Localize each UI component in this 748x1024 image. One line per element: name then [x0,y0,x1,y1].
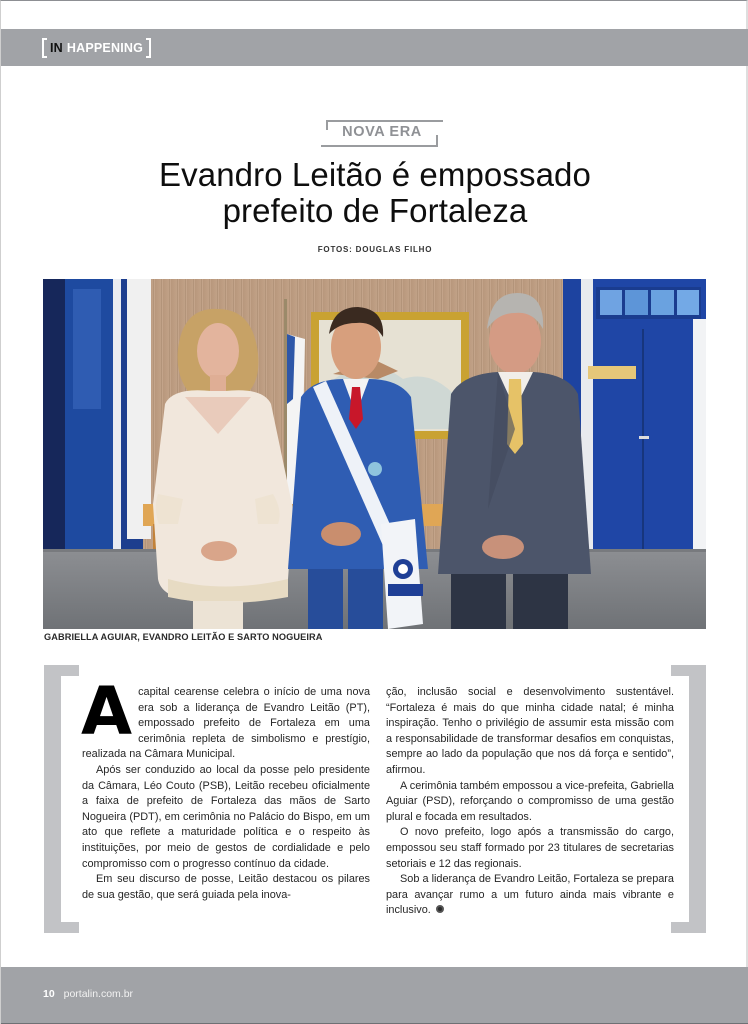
section-prefix: IN [50,41,63,55]
headline-line-1: Evandro Leitão é empossado [159,156,591,193]
paragraph-2: Após ser conduzido ao local da posse pelo presidente da Câmara, Léo Couto (PSB), Leitão recebeu oficialmente a faixa de prefeito de Fortaleza das mãos de Sarto Nogueira (PDT), em cerimônia no Palácio do Bispo, em um ato que reflete a maturidade política e o respeito às instituições, por meio de gestos de cordialidade e pelo compromisso com o progresso contínuo da cidade. [82,763,370,870]
kicker [321,120,443,148]
bracket-left-decoration [44,665,61,933]
bracket-right-decoration [689,665,706,933]
bracket-right-bottom [671,922,706,933]
paragraph-3: Em seu discurso de posse, Leitão destacou os pilares de sua gestão, que será guiada pela inova- [82,873,370,901]
paragraph-3-continued: ção, inclusão social e desenvolvimento sustentável. “Fortaleza é mais do que minha cidade natal; é minha inspiração. Tenho o privilégio de assumir esta missão com a responsabilidade de transformar desafios em conquistas, sempre ao lado da população que nos dá força e sentido”, afirmou. [386,686,674,776]
photo-caption: GABRIELLA AGUIAR, EVANDRO LEITÃO E SARTO NOGUEIRA [44,632,323,642]
photo-illustration [43,279,706,629]
bracket-right-top [671,665,706,676]
photo-credit: FOTOS: DOUGLAS FILHO [317,245,433,254]
body-column-left [81,673,370,903]
kicker-rule-top [326,120,443,122]
page-number: 10 [43,988,55,1000]
footer-band [1,967,748,1024]
section-tag [42,38,151,58]
drop-cap: A [81,673,133,750]
article-photo [43,279,706,629]
headline-line-2: prefeito de Fortaleza [222,192,528,229]
bracket-right-icon [146,38,151,58]
paragraph-4: A cerimônia também empossou a vice-prefeita, Gabriella Aguiar (PSD), reforçando o compromisso de uma gestão plural e focada em resultados. [386,779,674,823]
body-column-right [386,685,674,919]
section-name: HAPPENING [66,41,144,55]
paragraph-6: Sob a liderança de Evandro Leitão, Fortaleza se prepara para avançar rumo a um futuro ainda mais vibrante e inclusivo. [386,873,674,917]
kicker-rule-bottom [321,145,438,147]
paragraph-1: Acapital cearense celebra o início de uma nova era sob a liderança de Evandro Leitão (PT), empossado prefeito de Fortaleza em uma cerimônia repleta de simbolismo e prestígio, realizada na Câmara Municipal. [81,673,370,761]
paragraph-5: O novo prefeito, logo após a transmissão do cargo, empossou seu staff formado por 23 titulares de secretarias setoriais e 12 das regionais. [386,826,674,870]
kicker-label: NOVA ERA [342,124,422,140]
headline [61,157,689,229]
bracket-left-icon [42,38,47,58]
folio [43,988,133,1000]
section-header-band [1,29,748,66]
bracket-left-bottom [44,922,79,933]
end-of-article-bullet-icon [436,905,444,913]
site-link[interactable]: portalin.com.br [63,988,134,1000]
bracket-left-top [44,665,79,676]
